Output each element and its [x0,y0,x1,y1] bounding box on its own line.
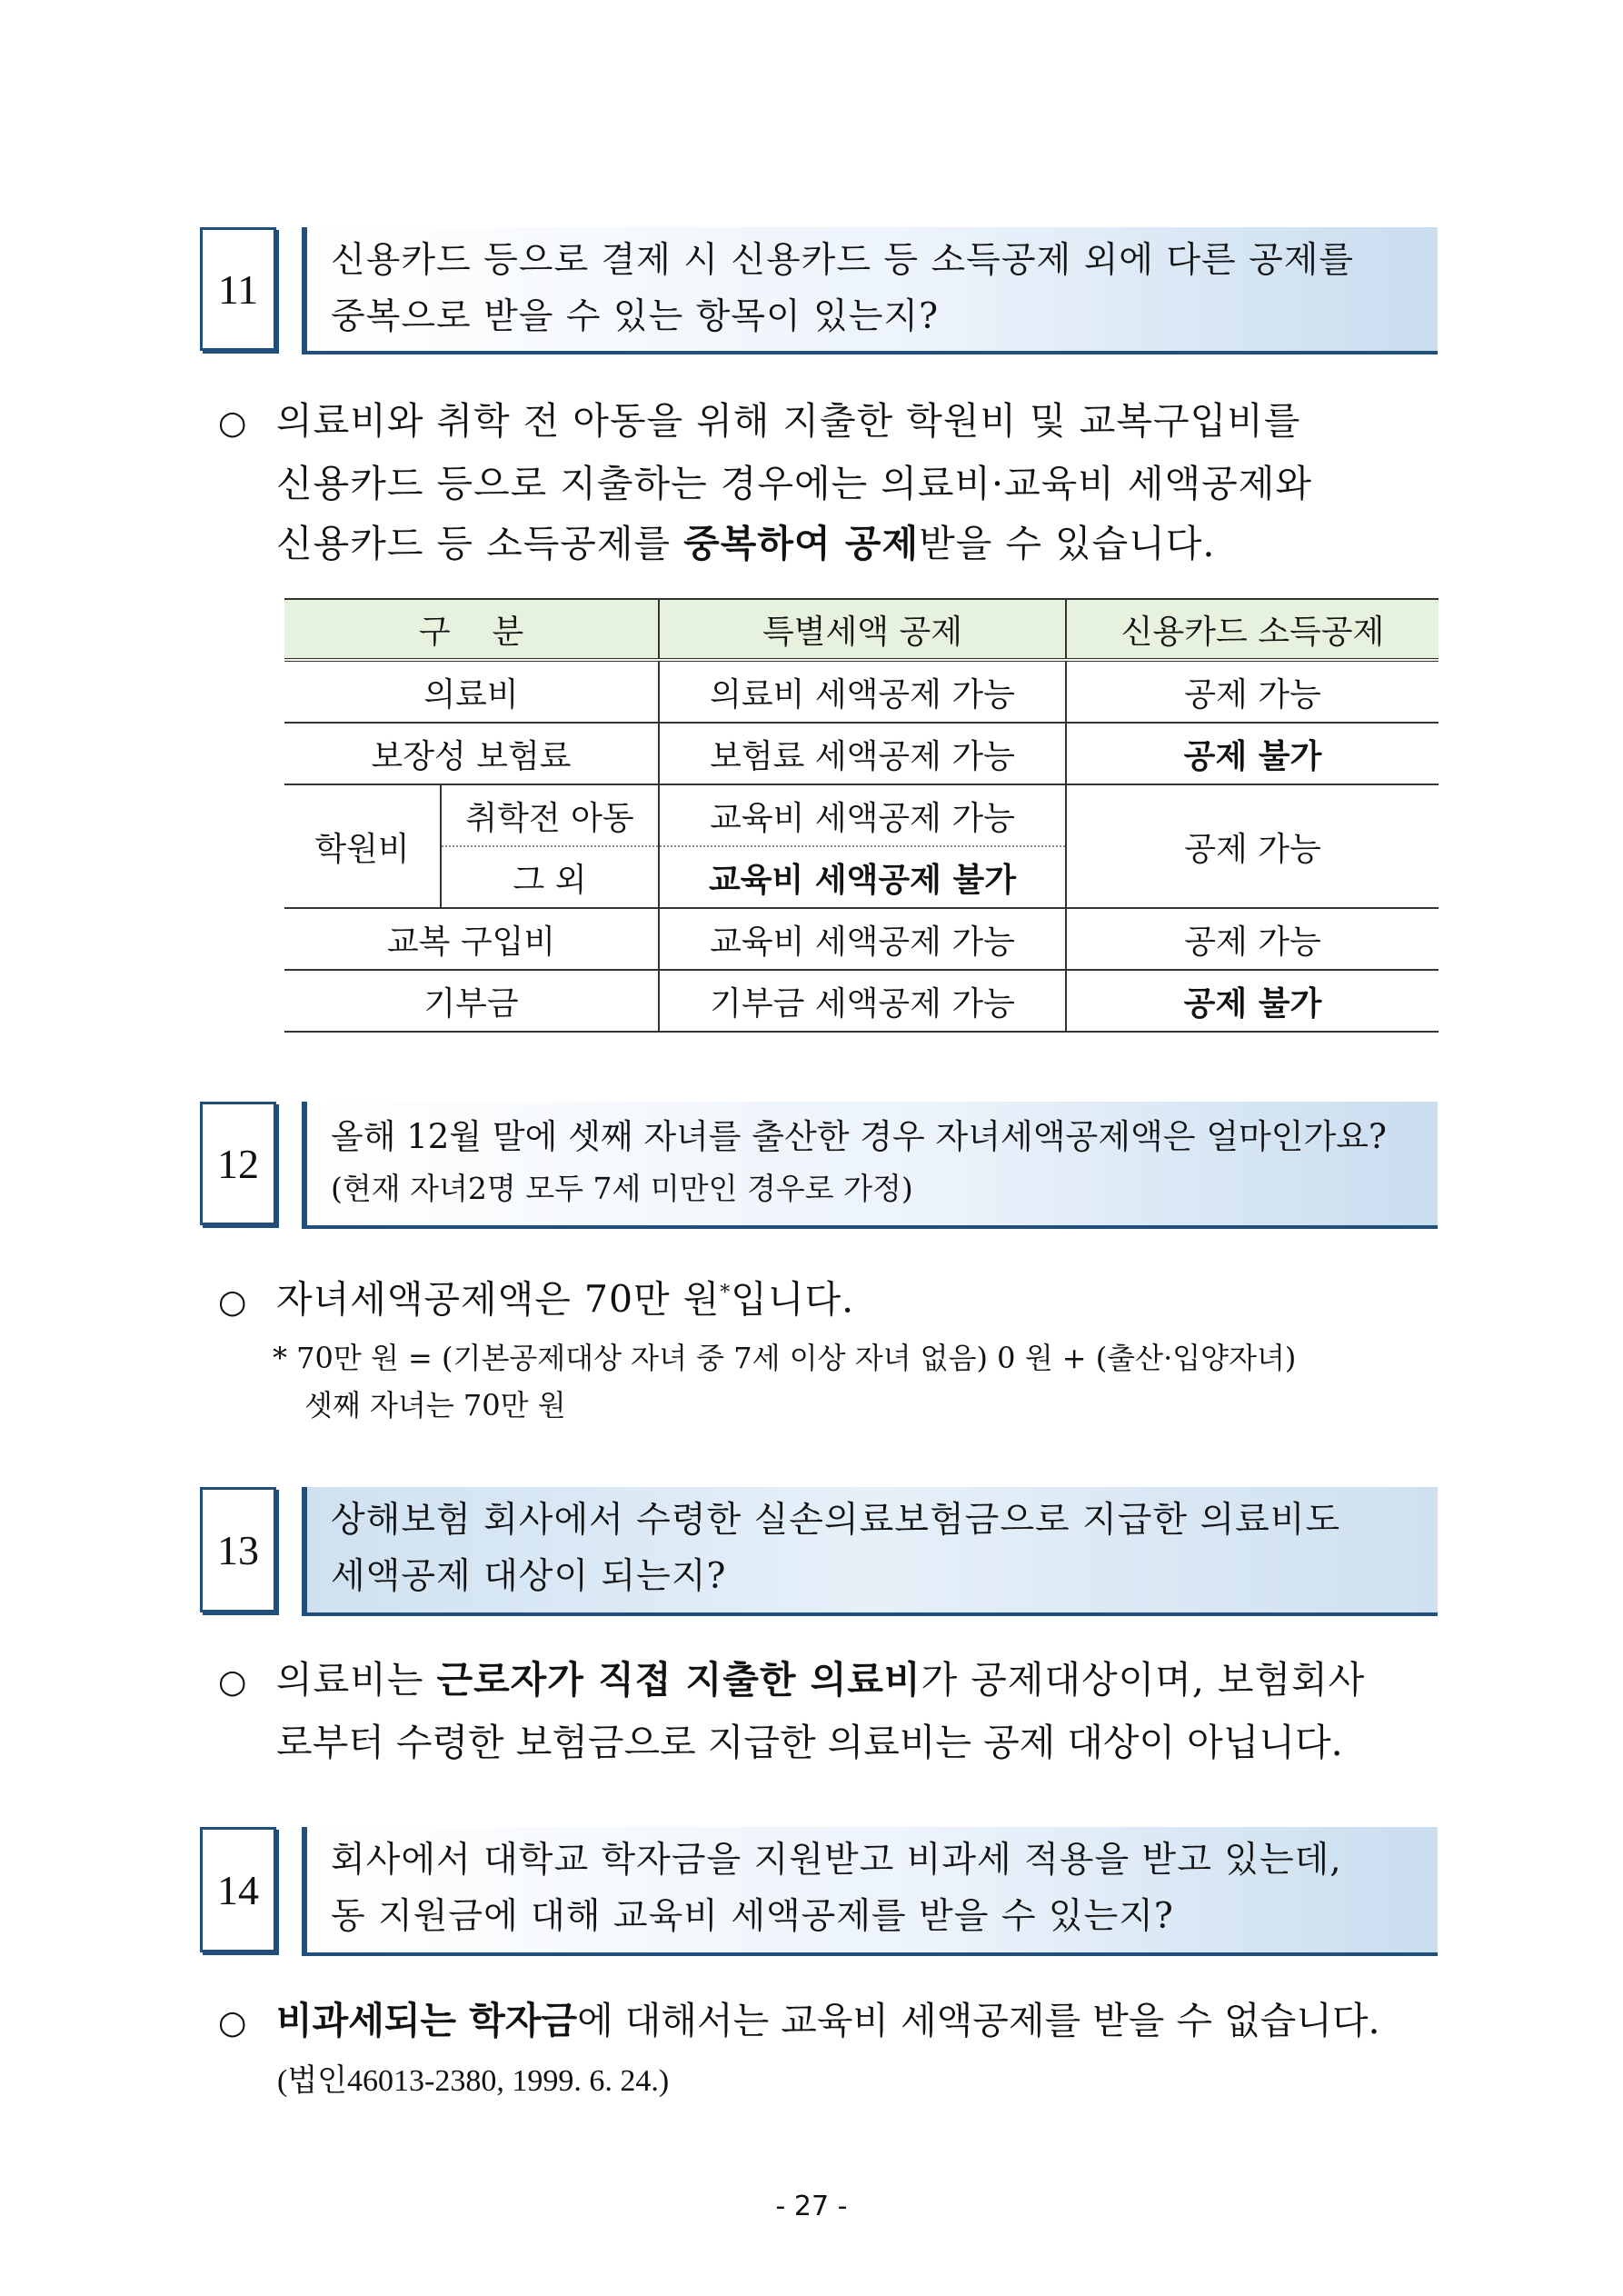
table-row: 보장성 보험료 보험료 세액공제 가능 공제 불가 [284,723,1439,784]
question-11-line1: 신용카드 등으로 결제 시 신용카드 등 소득공제 외에 다른 공제를 [331,240,1355,281]
answer-12-note: * 70만 원 = (기본공제대상 자녀 중 7세 이상 자녀 없음) 0 원 + (출산·입양자녀) 셋째 자녀는 70만 원 [273,1341,1297,1423]
question-number-13: 13 [200,1487,276,1612]
answer-14: ○ 비과세되는 학자금에 대해서는 교육비 세액공제를 받을 수 없습니다. [218,1991,1440,2053]
table-header-row [284,599,1439,660]
question-14-line1: 회사에서 대학교 학자금을 지원받고 비과세 적용을 받고 있는데, [331,1840,1342,1881]
table-row: 기부금 기부금 세액공제 가능 공제 불가 [284,970,1439,1032]
question-box-11 [302,227,1438,354]
question-13-line1: 상해보험 회사에서 수령한 실손의료보험금으로 지급한 의료비도 [331,1500,1341,1541]
question-box-12 [302,1102,1438,1229]
answer-12: ○ 자녀세액공제액은 70만 원*입니다. [218,1263,1440,1333]
question-12-line2: (현재 자녀2명 모두 7세 미만인 경우로 가정) [331,1171,913,1206]
header-card-deduction: 신용카드 소득공제 [1066,599,1439,660]
table-row: 의료비 의료비 세액공제 가능 공제 가능 [284,660,1439,723]
table-row: 교복 구입비 교육비 세액공제 가능 공제 가능 [284,908,1439,970]
question-box-14 [302,1827,1438,1956]
header-category: 구 분 [284,599,659,660]
circle-bullet-icon: ○ [218,404,248,442]
answer-11-line3: 신용카드 등 소득공제를 중복하여 공제받을 수 있습니다. [276,522,1216,565]
page-number: - 27 - [775,2191,848,2222]
question-box-13 [302,1487,1438,1616]
question-11-line2: 중복으로 받을 수 있는 항목이 있는지? [331,296,940,337]
question-12-line1: 올해 12월 말에 셋째 자녀를 출산한 경우 자녀세액공제액은 얼마인가요? [331,1117,1387,1156]
answer-11-line2: 신용카드 등으로 지출하는 경우에는 의료비·교육비 세액공제와 [276,462,1312,505]
legal-reference: (법인46013-2380, 1999. 6. 24.) [277,2064,670,2098]
answer-11 [218,391,1440,574]
circle-bullet-icon: ○ [218,2004,247,2041]
answer-13: ○ 의료비는 근로자가 직접 지출한 의료비가 공제대상이며, 보험회사 로부터 수령한 보험금으로 지급한 의료비는 공제 대상이 아닙니다. [218,1650,1440,1772]
answer-14-emphasis: 비과세되는 학자금 [276,1999,578,2042]
header-special-deduction: 특별세액 공제 [659,599,1066,660]
question-number-14: 14 [200,1827,276,1952]
answer-11-emphasis: 중복하여 공제 [683,522,920,565]
group-label-academy: 학원비 [284,784,441,908]
answer-13-line2: 로부터 수령한 보험금으로 지급한 의료비는 공제 대상이 아닙니다. [276,1721,1343,1764]
answer-13-emphasis: 근로자가 직접 지출한 의료비 [436,1658,921,1702]
table-row: 그 외 교육비 세액공제 불가 [284,846,1439,908]
circle-bullet-icon: ○ [218,1283,248,1321]
question-number-12: 12 [200,1102,276,1225]
question-13-line2: 세액공제 대상이 되는지? [331,1556,727,1597]
table-row: 학원비 취학전 아동 교육비 세액공제 가능 공제 가능 [284,784,1439,846]
answer-11-line1: 의료비와 취학 전 아동을 위해 지출한 학원비 및 교복구입비를 [276,399,1301,443]
question-number-11: 11 [200,227,276,351]
question-14-line2: 동 지원금에 대해 교육비 세액공제를 받을 수 있는지? [331,1896,1174,1937]
circle-bullet-icon: ○ [218,1663,248,1701]
deduction-table [284,598,1439,1033]
